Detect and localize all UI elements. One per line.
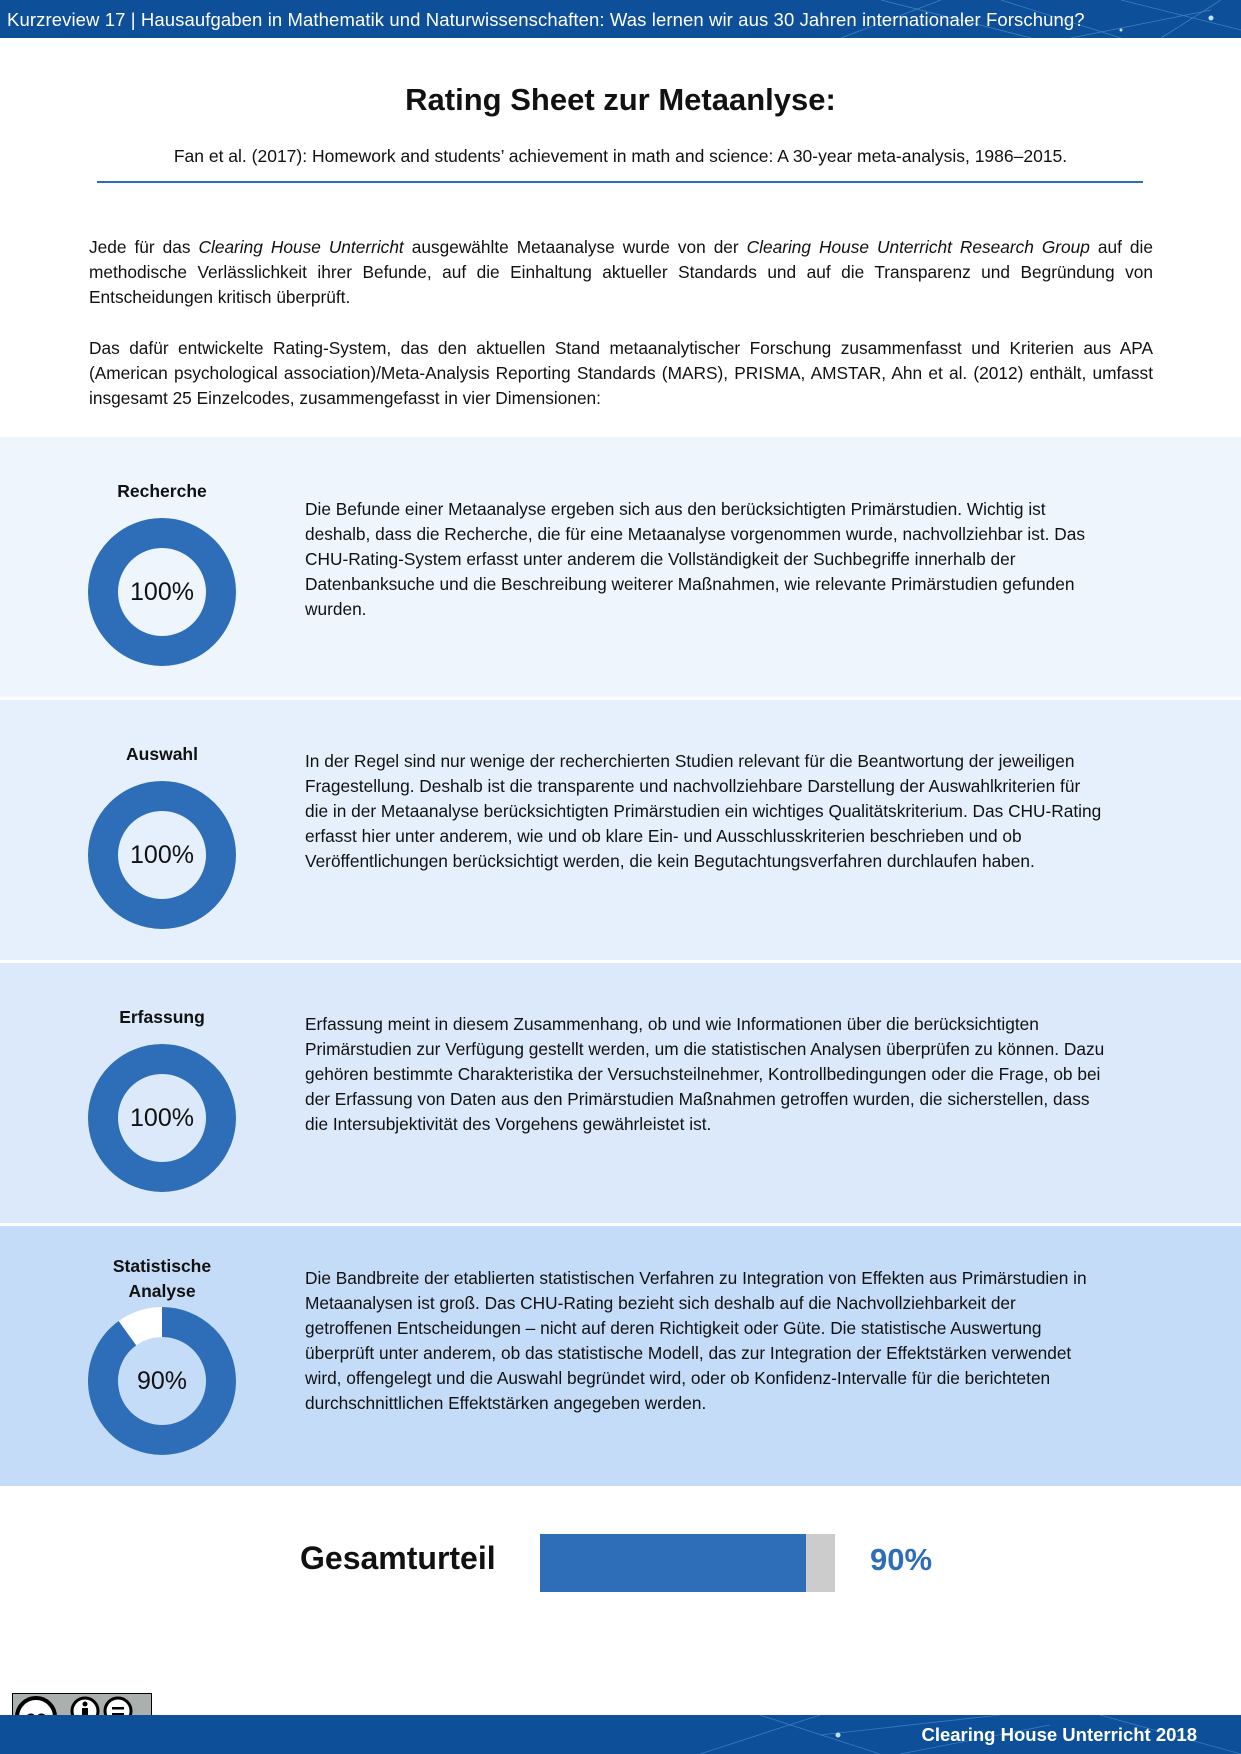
donut-chart [88, 518, 236, 666]
page-title: Rating Sheet zur Metaanlyse: [405, 82, 836, 117]
footer-band [0, 1715, 1241, 1754]
dimension-description: Erfassung meint in diesem Zusammenhang, ob und wie Informationen über die berücksichtigten Primärstudien zur Verfügung gestellt werden, um die statistischen Analysen überprüfen zu können. Dazu gehören bestimmte Charakteristika der Versuchsteilnehmer, Kontrollbedingungen oder die Frage, ob bei der Erfassung von Daten aus den Primärstudien Maßnahmen getroffen wurden, die sicherstellen, dass die Intersubjektivität des Vorgehens gewährleistet ist. [305, 1014, 1105, 1134]
title-divider [97, 181, 1143, 183]
dimension-label: Auswahl [126, 744, 198, 764]
dimension-description: Die Bandbreite der etablierten statistischen Verfahren zu Integration von Effekten aus Primärstudien in Metaanalysen ist groß. Das CHU-Rating bezieht sich deshalb auf die Nachvollziehbarkeit der getroffenen Entscheidungen – nicht auf deren Richtigkeit oder Güte. Die statistische Auswertung überprüft unter anderem, ob das statistische Modell, das zur Integration der Effektstärken verwendet wird, offengelegt und die Auswahl begründet wird, oder ob Konfidenz-Intervalle für die berichteten durchschnittlichen Effektstärken angegeben werden. [305, 1268, 1087, 1413]
citation: Fan et al. (2017): Homework and students’ achievement in math and science: A 30-year meta-analysis, 1986–2015. [173, 146, 1068, 166]
dimension-description: In der Regel sind nur wenige der recherchierten Studien relevant für die Beantwortung der jeweiligen Fragestellung. Deshalb ist die transparente und nachvollziehbare Darstellung der Auswahlkriterien für die in der Metaanalyse berücksichtigten Primärstudien ein wichtiges Qualitätskriterium. Das CHU-Rating erfasst hier unter anderem, wie und ob klare Ein- und Ausschlusskriterien beschrieben und ob Veröffentlichungen berücksichtigt werden, die kein Begutachtungsverfahren durchlaufen haben. [305, 751, 1102, 871]
donut-chart [88, 1044, 236, 1192]
dimension-label: Erfassung [119, 1007, 205, 1027]
dimension-label: Recherche [117, 481, 207, 501]
intro-paragraph-1 [89, 235, 1153, 310]
overall-progress-fill [540, 1534, 806, 1592]
donut-value: 100% [130, 841, 194, 869]
donut-value: 100% [130, 578, 194, 606]
intro-emphasis: Clearing House Unterricht [198, 237, 404, 257]
footer-text: Clearing House Unterricht 2018 [921, 1724, 1197, 1745]
dimension-section-recherche [0, 437, 1241, 697]
overall-label: Gesamturteil [300, 1540, 496, 1576]
intro-text: auf die methodische Verlässlichkeit ihrer Befunde, auf die Einhaltung aktueller Standards und auf die Transparenz und Begründung von Entscheidungen kritisch überprüft. [89, 237, 1153, 307]
dimension-section-auswahl [0, 700, 1241, 960]
donut-value: 90% [136, 1367, 188, 1395]
dimension-description: Die Befunde einer Metaanalyse ergeben sich aus den berücksichtigten Primärstudien. Wichtig ist deshalb, dass die Recherche, die für eine Metaanalyse vorgenommen wurde, nachvollziehbar ist. Das CHU-Rating-System erfasst unter anderem die Vollständigkeit der Suchbegriffe innerhalb der Datenbanksuche und die Beschreibung weiterer Maßnahmen, wie relevante Primärstudien gefunden wurden. [305, 499, 1086, 619]
donut-chart [88, 1307, 236, 1455]
dimension-label: Statistische Analyse [112, 1256, 212, 1301]
header-band [0, 0, 1241, 38]
intro-paragraph-2: Das dafür entwickelte Rating-System, das den aktuellen Stand metaanalytischer Forschung zusammenfasst und Kriterien aus APA (American psychological association)/Meta-Analysis Reporting Standards (MARS), PRISMA, AMSTAR, Ahn et al. (2012) enthält, umfasst insgesamt 25 Einzelcodes, zusammengefasst in vier Dimensionen: [89, 338, 1153, 408]
dimension-section-statistische-analyse [0, 1226, 1241, 1486]
intro-text: ausgewählte Metaanalyse wurde von der [403, 237, 747, 257]
overall-progress-bar [540, 1534, 835, 1592]
dimension-section-erfassung [0, 963, 1241, 1223]
overall-value: 90% [870, 1542, 933, 1577]
donut-chart [88, 781, 236, 929]
intro-emphasis: Clearing House Unterricht Research Group [746, 237, 1090, 257]
donut-value: 100% [130, 1104, 194, 1132]
intro-text: Jede für das [89, 237, 199, 257]
header-title: Kurzreview 17 | Hausaufgaben in Mathematik und Naturwissenschaften: Was lernen wir aus 30 Jahren internationaler Forschung? [7, 9, 1085, 30]
